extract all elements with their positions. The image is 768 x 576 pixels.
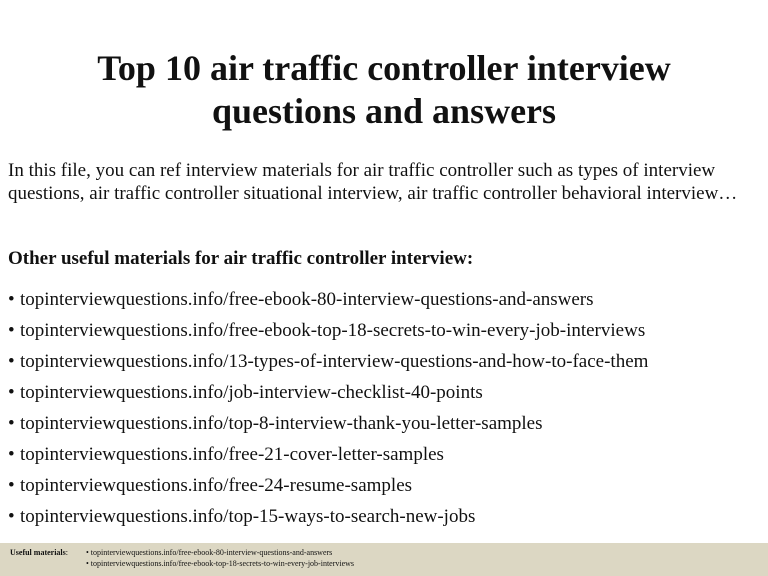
bullet: • <box>8 320 15 341</box>
list-item[interactable] <box>8 350 764 373</box>
footer-link-2[interactable]: • topinterviewquestions.info/free-ebook-top-18-secrets-to-win-every-job-interviews <box>86 559 355 568</box>
list-item[interactable] <box>8 412 764 435</box>
list-item[interactable] <box>8 474 764 497</box>
materials-link-list <box>8 288 764 536</box>
bullet: • <box>8 289 15 310</box>
bullet: • <box>8 475 15 496</box>
list-item[interactable] <box>8 288 764 311</box>
link-text[interactable]: topinterviewquestions.info/top-15-ways-to-search-new-jobs <box>20 506 476 527</box>
list-item[interactable] <box>8 505 764 528</box>
bullet: • <box>8 444 15 465</box>
intro-paragraph: In this file, you can ref interview materials for air traffic controller such as types of interview questions, air traffic controller situational interview, air traffic controller behavioral interview… <box>8 160 738 204</box>
list-item[interactable] <box>8 319 764 342</box>
title-line-2: questions and answers <box>211 91 557 131</box>
bullet: • <box>8 351 15 372</box>
list-item[interactable] <box>8 381 764 404</box>
link-text[interactable]: topinterviewquestions.info/free-21-cover-letter-samples <box>20 444 444 465</box>
title-line-1: Top 10 air traffic controller interview <box>97 48 671 88</box>
link-text[interactable]: topinterviewquestions.info/free-ebook-80-interview-questions-and-answers <box>20 289 594 310</box>
footer-label <box>10 547 68 558</box>
footer-link-1[interactable]: • topinterviewquestions.info/free-ebook-80-interview-questions-and-answers <box>86 548 333 557</box>
bullet: • <box>8 413 15 434</box>
link-text[interactable]: topinterviewquestions.info/job-interview-checklist-40-points <box>20 382 483 403</box>
footer-bar <box>0 543 768 576</box>
link-text[interactable]: topinterviewquestions.info/free-24-resume-samples <box>20 475 413 496</box>
list-item[interactable] <box>8 443 764 466</box>
link-text[interactable]: topinterviewquestions.info/top-8-interview-thank-you-letter-samples <box>20 413 543 434</box>
footer-label-text: Useful materials <box>10 548 66 557</box>
link-text[interactable]: topinterviewquestions.info/free-ebook-top-18-secrets-to-win-every-job-interviews <box>20 320 646 341</box>
footer-label-separator: : <box>65 548 68 557</box>
bullet: • <box>8 506 15 527</box>
bullet: • <box>8 382 15 403</box>
materials-heading: Other useful materials for air traffic controller interview: <box>8 248 474 269</box>
link-text[interactable]: topinterviewquestions.info/13-types-of-interview-questions-and-how-to-face-them <box>20 351 649 372</box>
page-title <box>0 47 768 133</box>
